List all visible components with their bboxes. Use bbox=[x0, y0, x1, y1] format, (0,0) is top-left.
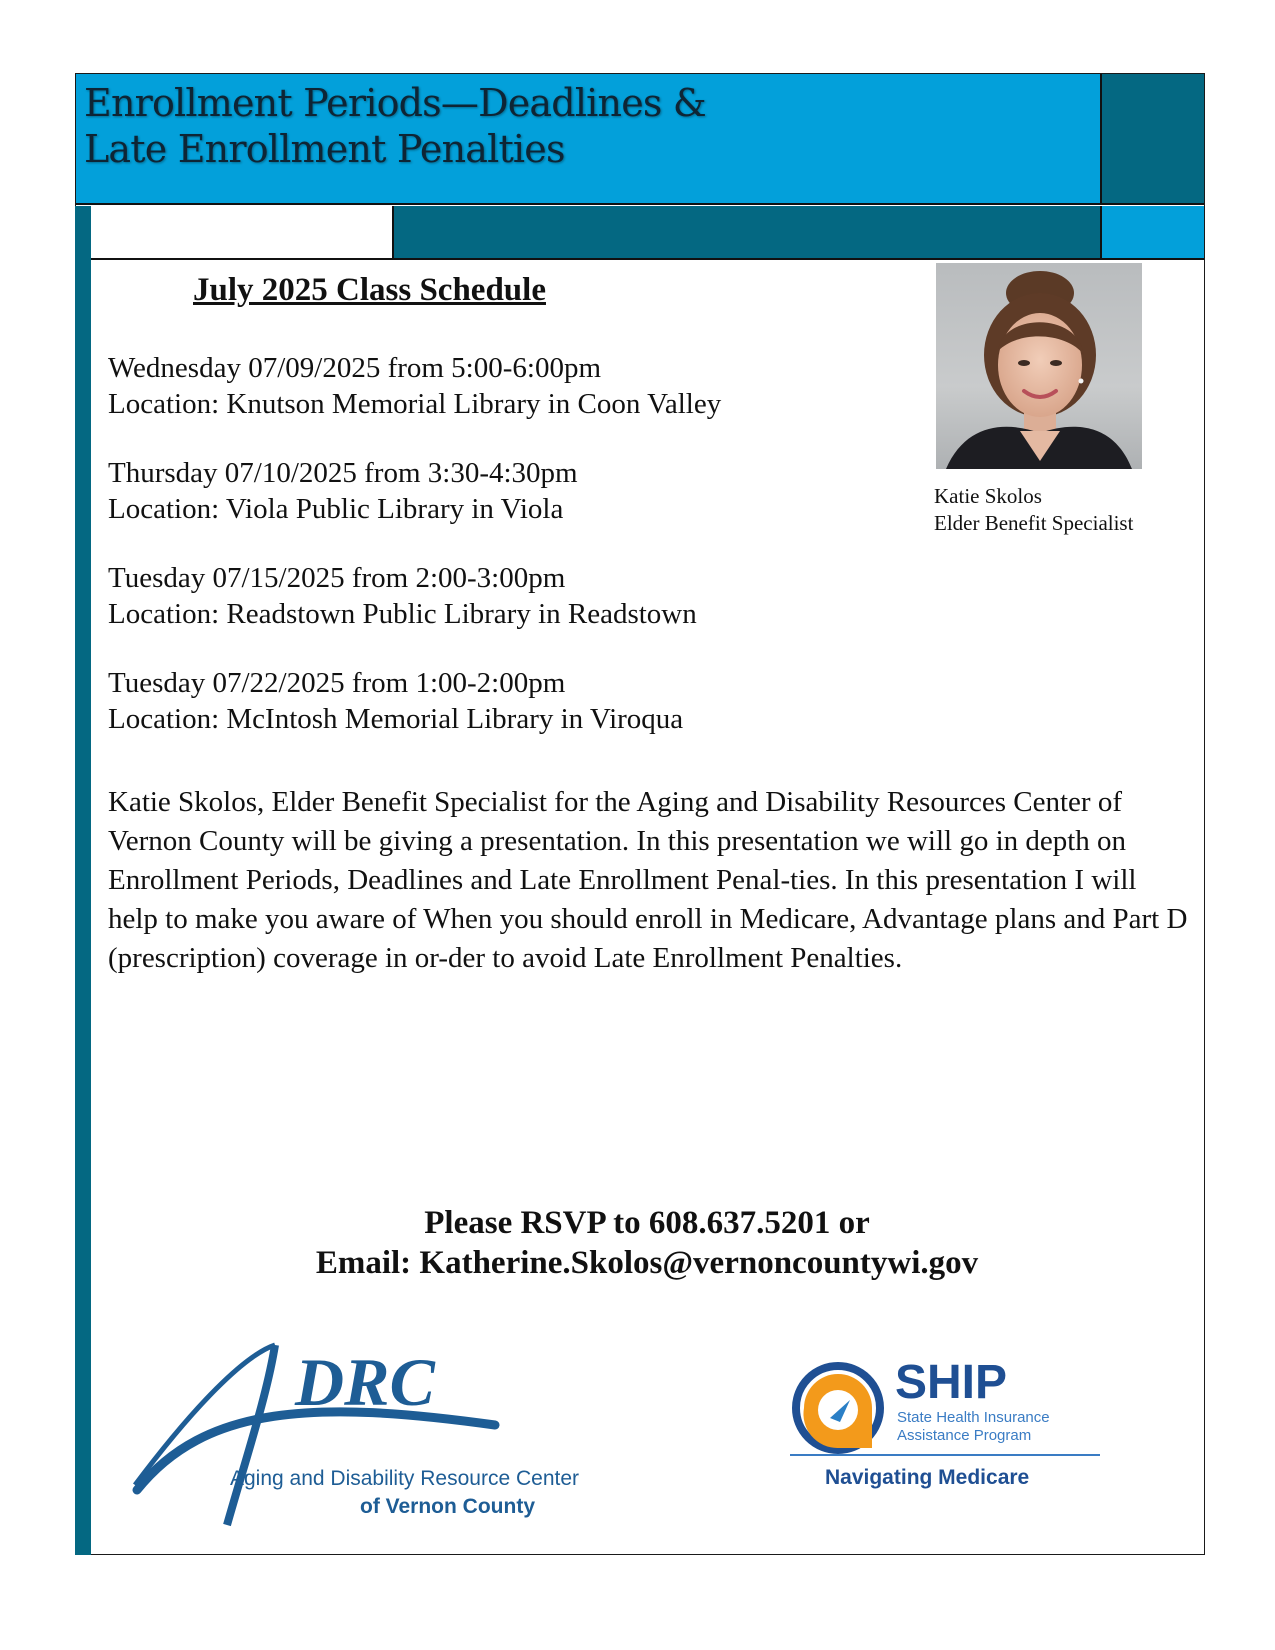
session-location: Location: Viola Public Library in Viola bbox=[108, 493, 564, 525]
ship-logo bbox=[790, 1356, 1120, 1520]
session-item bbox=[108, 560, 721, 632]
session-when: Thursday 07/10/2025 from 3:30-4:30pm bbox=[108, 457, 578, 489]
ship-line-2: Assistance Program bbox=[897, 1427, 1032, 1444]
speaker-role: Elder Benefit Specialist bbox=[934, 511, 1134, 535]
schedule-heading: July 2025 Class Schedule bbox=[193, 272, 546, 308]
rsvp-email: Email: Katherine.Skolos@vernoncountywi.gov bbox=[315, 1245, 979, 1281]
header-strip-blue bbox=[1102, 206, 1204, 260]
session-item bbox=[108, 665, 721, 737]
adrc-line-1: Aging and Disability Resource Center bbox=[230, 1467, 580, 1490]
ship-line-1: State Health Insurance bbox=[897, 1409, 1050, 1426]
session-list bbox=[108, 350, 721, 770]
presentation-description: Katie Skolos, Elder Benefit Specialist for the Aging and Disability Resources Center of Vernon County will be giving a presentation. In this presentation we will go in depth on Enrollment Periods, Deadlines and Late Enrollment Penal-ties. In this presentation I will help to make you aware of When you should enroll in Medicare, Advantage plans and Part D (prescription) coverage in or-der to avoid Late Enrollment Penalties. bbox=[108, 786, 1188, 974]
session-location: Location: Readstown Public Library in Readstown bbox=[108, 598, 697, 630]
page-title bbox=[84, 80, 706, 172]
adrc-line-2: of Vernon County bbox=[360, 1495, 535, 1518]
rsvp-phone: Please RSVP to 608.637.5201 or bbox=[424, 1205, 870, 1241]
session-item bbox=[108, 455, 721, 527]
adrc-letters: DRC bbox=[295, 1344, 435, 1420]
header-strip-dark bbox=[394, 206, 1102, 260]
session-location: Location: McIntosh Memorial Library in Viroqua bbox=[108, 703, 684, 735]
adrc-logo bbox=[135, 1344, 580, 1540]
ship-name: SHIP bbox=[895, 1356, 1008, 1409]
header-strip-white bbox=[91, 206, 394, 260]
session-when: Wednesday 07/09/2025 from 5:00-6:00pm bbox=[108, 352, 602, 384]
session-when: Tuesday 07/15/2025 from 2:00-3:00pm bbox=[108, 562, 566, 594]
speaker-caption bbox=[934, 483, 1133, 537]
speaker-photo bbox=[936, 263, 1142, 469]
title-line-1: Enrollment Periods—Deadlines & bbox=[84, 81, 706, 125]
header-corner-block bbox=[1102, 74, 1204, 205]
title-line-2: Late Enrollment Penalties bbox=[84, 127, 565, 171]
left-accent-bar bbox=[75, 206, 91, 1555]
session-item bbox=[108, 350, 721, 422]
speaker-name: Katie Skolos bbox=[934, 484, 1042, 508]
session-location: Location: Knutson Memorial Library in Coon Valley bbox=[108, 388, 722, 420]
ship-tagline: Navigating Medicare bbox=[825, 1466, 1030, 1489]
rsvp-block bbox=[91, 1203, 1203, 1283]
session-when: Tuesday 07/22/2025 from 1:00-2:00pm bbox=[108, 667, 566, 699]
